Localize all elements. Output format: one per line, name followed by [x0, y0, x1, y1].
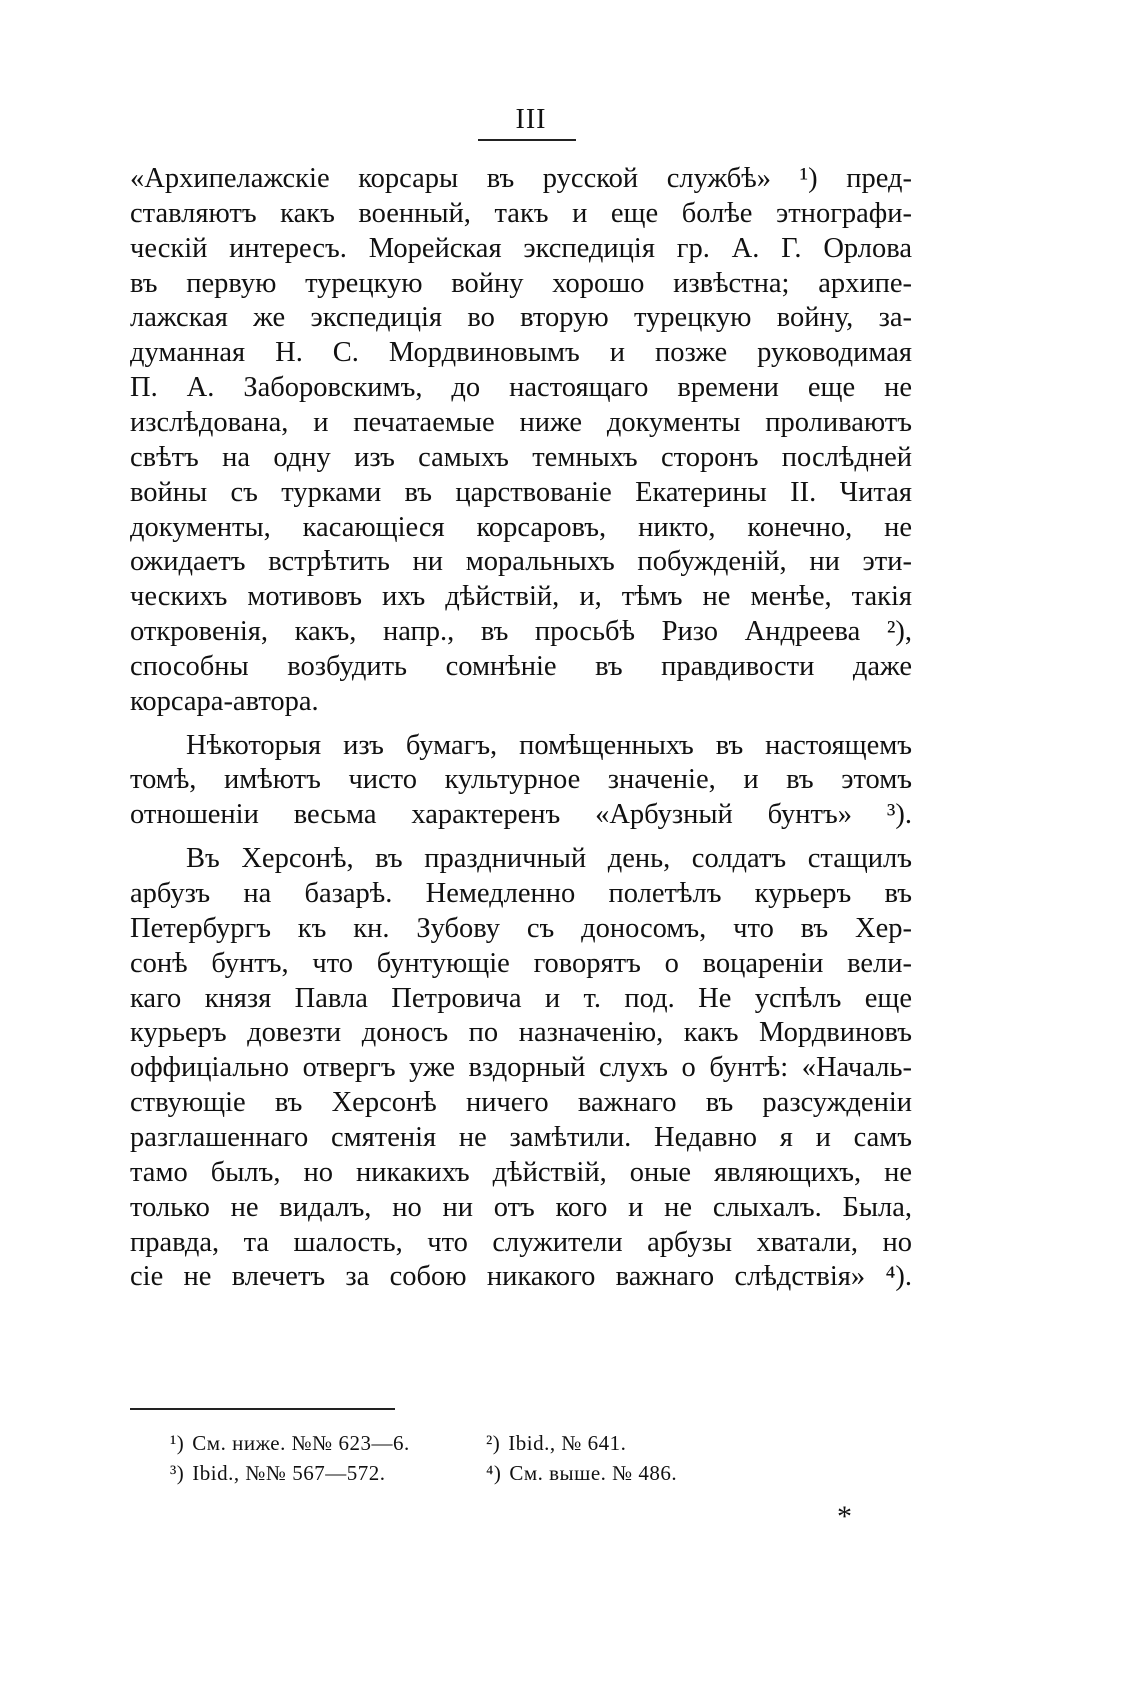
text-line: Въ Херсонѣ, въ праздничный день, солдатъ стащилъ: [186, 843, 912, 874]
footnote: [486, 1458, 677, 1488]
text-line: свѣтъ на одну изъ самыхъ темныхъ сторонъ послѣдней: [130, 442, 912, 473]
text-line: ожидаетъ встрѣтить ни моральныхъ побужденій, ни эти-: [130, 546, 912, 577]
text-line: документы, касающіеся корсаровъ, никто, конечно, не: [130, 512, 912, 543]
footnote-mark: ²): [486, 1431, 501, 1455]
text-line: думанная Н. С. Мордвиновымъ и позже руководимая: [130, 337, 912, 368]
text-line: правда, та шалость, что служители арбузы хватали, но: [130, 1227, 912, 1258]
text-line: изслѣдована, и печатаемые ниже документы проливаютъ: [130, 407, 912, 438]
text-line: корсара-автора.: [130, 686, 319, 717]
text-line: только не видалъ, но ни отъ кого и не слыхалъ. Была,: [130, 1192, 912, 1223]
footnote-mark: ³): [170, 1461, 185, 1485]
signature-asterisk: *: [837, 1500, 852, 1533]
text-line: ставляютъ какъ военный, такъ и еще болѣе этнографи-: [130, 198, 912, 229]
footnote: [170, 1458, 385, 1488]
text-line: ческихъ мотивовъ ихъ дѣйствій, и, тѣмъ не менѣе, такія: [130, 581, 912, 612]
text-line: «Архипелажскіе корсары въ русской службѣ» ¹) пред-: [130, 163, 912, 194]
text-line: оффиціально отвергъ уже вздорный слухъ о бунтѣ: «Началь-: [130, 1052, 912, 1083]
footnote-text: См. выше. № 486.: [509, 1461, 678, 1485]
text-line: П. А. Заборовскимъ, до настоящаго времени еще не: [130, 372, 912, 403]
footnote: [486, 1428, 626, 1458]
text-line: сонѣ бунтъ, что бунтующіе говорятъ о воцареніи вели-: [130, 948, 912, 979]
page-number-rule: [478, 139, 576, 141]
footnote-text: Ibid., №№ 567—572.: [192, 1461, 386, 1485]
text-line: сіе не влечетъ за собою никакого важнаго слѣдствія» ⁴).: [130, 1261, 912, 1292]
text-line: Петербургъ къ кн. Зубову съ доносомъ, что въ Хер-: [130, 913, 912, 944]
text-line: лажская же экспедиція во вторую турецкую войну, за-: [130, 302, 912, 333]
footnote-mark: ⁴): [486, 1461, 502, 1485]
text-line: арбузъ на базарѣ. Немедленно полетѣлъ курьеръ въ: [130, 878, 912, 909]
text-line: откровенія, какъ, напр., въ просьбѣ Ризо Андреева ²),: [130, 616, 912, 647]
footnote-mark: ¹): [170, 1431, 185, 1455]
text-line: ствующіе въ Херсонѣ ничего важнаго въ разсужденіи: [130, 1087, 912, 1118]
footnote-rule: [130, 1408, 395, 1410]
page-number: III: [515, 104, 547, 135]
footnote: [170, 1428, 410, 1458]
text-line: способны возбудить сомнѣніе въ правдивости даже: [130, 651, 912, 682]
text-line: Нѣкоторыя изъ бумагъ, помѣщенныхъ въ настоящемъ: [186, 730, 912, 761]
footnote-text: См. ниже. №№ 623—6.: [192, 1431, 410, 1455]
text-line: томѣ, имѣютъ чисто культурное значеніе, и въ этомъ: [130, 764, 912, 795]
text-line: въ первую турецкую войну хорошо извѣстна; архипе-: [130, 268, 912, 299]
text-line: войны съ турками въ царствованіе Екатерины II. Читая: [130, 477, 912, 508]
text-line: курьеръ довезти доносъ по назначенію, какъ Мордвиновъ: [130, 1017, 912, 1048]
text-line: каго князя Павла Петровича и т. под. Не успѣлъ еще: [130, 983, 912, 1014]
text-line: ческій интересъ. Морейская экспедиція гр. А. Г. Орлова: [130, 233, 912, 264]
footnote-text: Ibid., № 641.: [508, 1431, 627, 1455]
text-line: тамо былъ, но никакихъ дѣйствій, оные являющихъ, не: [130, 1157, 912, 1188]
text-line: разглашеннаго смятенія не замѣтили. Недавно я и самъ: [130, 1122, 912, 1153]
text-line: отношеніи весьма характеренъ «Арбузный бунтъ» ³).: [130, 799, 912, 830]
